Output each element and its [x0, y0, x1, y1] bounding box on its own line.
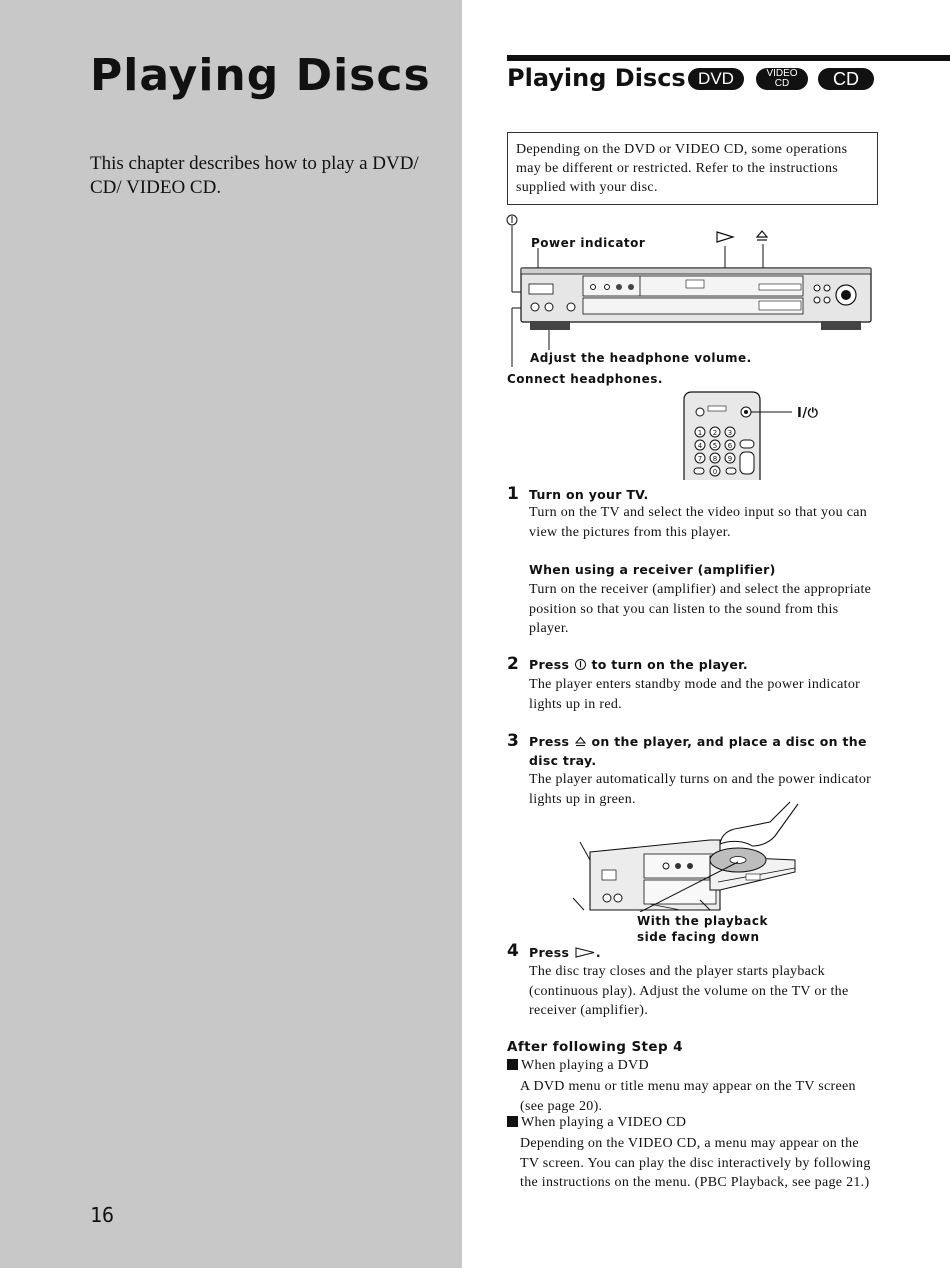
step-2-body: The player enters standby mode and the power indicator lights up in red. — [529, 677, 861, 712]
cd-badge: CD — [818, 68, 874, 90]
playback-side-label-line2: side facing down — [637, 930, 760, 944]
vcd-bullet-title — [507, 1115, 686, 1131]
step-1-number: 1 — [507, 484, 519, 504]
dvd-bullet-title — [507, 1058, 649, 1074]
power-symbol-icon — [507, 215, 517, 225]
step-1-heading: Turn on your TV. — [529, 487, 649, 502]
eject-symbol-icon — [574, 735, 587, 748]
note-box: Depending on the DVD or VIDEO CD, some operations may be different or restricted. Refer to the instructions supplied with your disc. — [507, 132, 878, 205]
dvd-bullet-text: When playing a DVD — [521, 1058, 649, 1073]
remote-key-4: 4 — [697, 442, 703, 450]
dvd-bullet-body: A DVD menu or title menu may appear on the TV screen (see page 20). — [520, 1079, 856, 1114]
receiver-subheading: When using a receiver (amplifier) — [529, 562, 776, 577]
remote-key-0: 0 — [712, 468, 718, 476]
step-4-body: The disc tray closes and the player starts playback (continuous play). Adjust the volume on the TV or the receiver (amplifier). — [529, 964, 849, 1018]
connect-headphones-label: Connect headphones. — [507, 372, 663, 386]
step-4-head-pre: Press — [529, 945, 574, 960]
step-2-head-pre: Press — [529, 657, 574, 672]
left-column — [0, 0, 462, 1268]
eject-symbol-icon — [757, 231, 767, 240]
remote-key-2: 2 — [712, 429, 718, 437]
power-indicator-label: Power indicator — [531, 236, 646, 250]
step-3-body: The player automatically turns on and the power indicator lights up in green. — [529, 772, 872, 807]
step-4-head-post: . — [595, 945, 601, 960]
step-3-number: 3 — [507, 731, 519, 751]
step-2-head-post: to turn on the player. — [586, 657, 748, 672]
section-title: Playing Discs — [507, 64, 686, 92]
video-cd-badge — [756, 68, 808, 90]
step-2-number: 2 — [507, 654, 519, 674]
play-symbol-icon — [717, 232, 733, 242]
remote-key-7: 7 — [697, 455, 703, 463]
remote-key-5: 5 — [712, 442, 718, 450]
step-3-head-post: on the player, and place a disc on the disc tray. — [529, 734, 867, 768]
remote-key-8: 8 — [712, 455, 718, 463]
dvd-badge: DVD — [688, 68, 744, 90]
step-1-body: Turn on the TV and select the video input so that you can view the pictures from this player. — [529, 505, 868, 540]
square-bullet-icon — [507, 1116, 518, 1127]
step-4-number: 4 — [507, 941, 519, 961]
after-step-heading: After following Step 4 — [507, 1039, 683, 1055]
power-symbol-icon — [574, 658, 587, 671]
remote-key-9: 9 — [727, 455, 733, 463]
video-cd-badge-line2: CD — [774, 78, 790, 89]
playback-side-label-line1: With the playback — [637, 914, 768, 928]
disc-tray-illustration — [570, 800, 830, 912]
step-3-head-pre: Press — [529, 734, 574, 749]
play-symbol-icon — [574, 946, 596, 959]
remote-control-illustration — [680, 390, 830, 480]
remote-key-1: 1 — [697, 429, 703, 437]
step-4-heading — [529, 943, 874, 962]
receiver-body: Turn on the receiver (amplifier) and select the appropriate position so that you can listen to the sound from this player. — [529, 582, 872, 636]
page-number: 16 — [90, 1203, 115, 1227]
vcd-bullet-text: When playing a VIDEO CD — [521, 1115, 687, 1130]
section-rule — [507, 55, 950, 61]
vcd-bullet-body: Depending on the VIDEO CD, a menu may appear on the TV screen. You can play the disc interactively by following the instructions on the menu. (PBC Playback, see page 21.) — [520, 1136, 871, 1190]
remote-key-3: 3 — [727, 429, 733, 437]
step-3-heading — [529, 732, 874, 770]
headphone-volume-label: Adjust the headphone volume. — [530, 351, 752, 365]
square-bullet-icon — [507, 1059, 518, 1070]
remote-power-label: I/⏻ — [797, 406, 819, 421]
video-cd-badge-line1: VIDEO — [766, 68, 798, 79]
chapter-description: This chapter describes how to play a DVD/ CD/ VIDEO CD. — [90, 153, 419, 198]
remote-key-6: 6 — [727, 442, 733, 450]
step-2-heading — [529, 655, 874, 674]
chapter-title: Playing Discs — [90, 50, 431, 101]
